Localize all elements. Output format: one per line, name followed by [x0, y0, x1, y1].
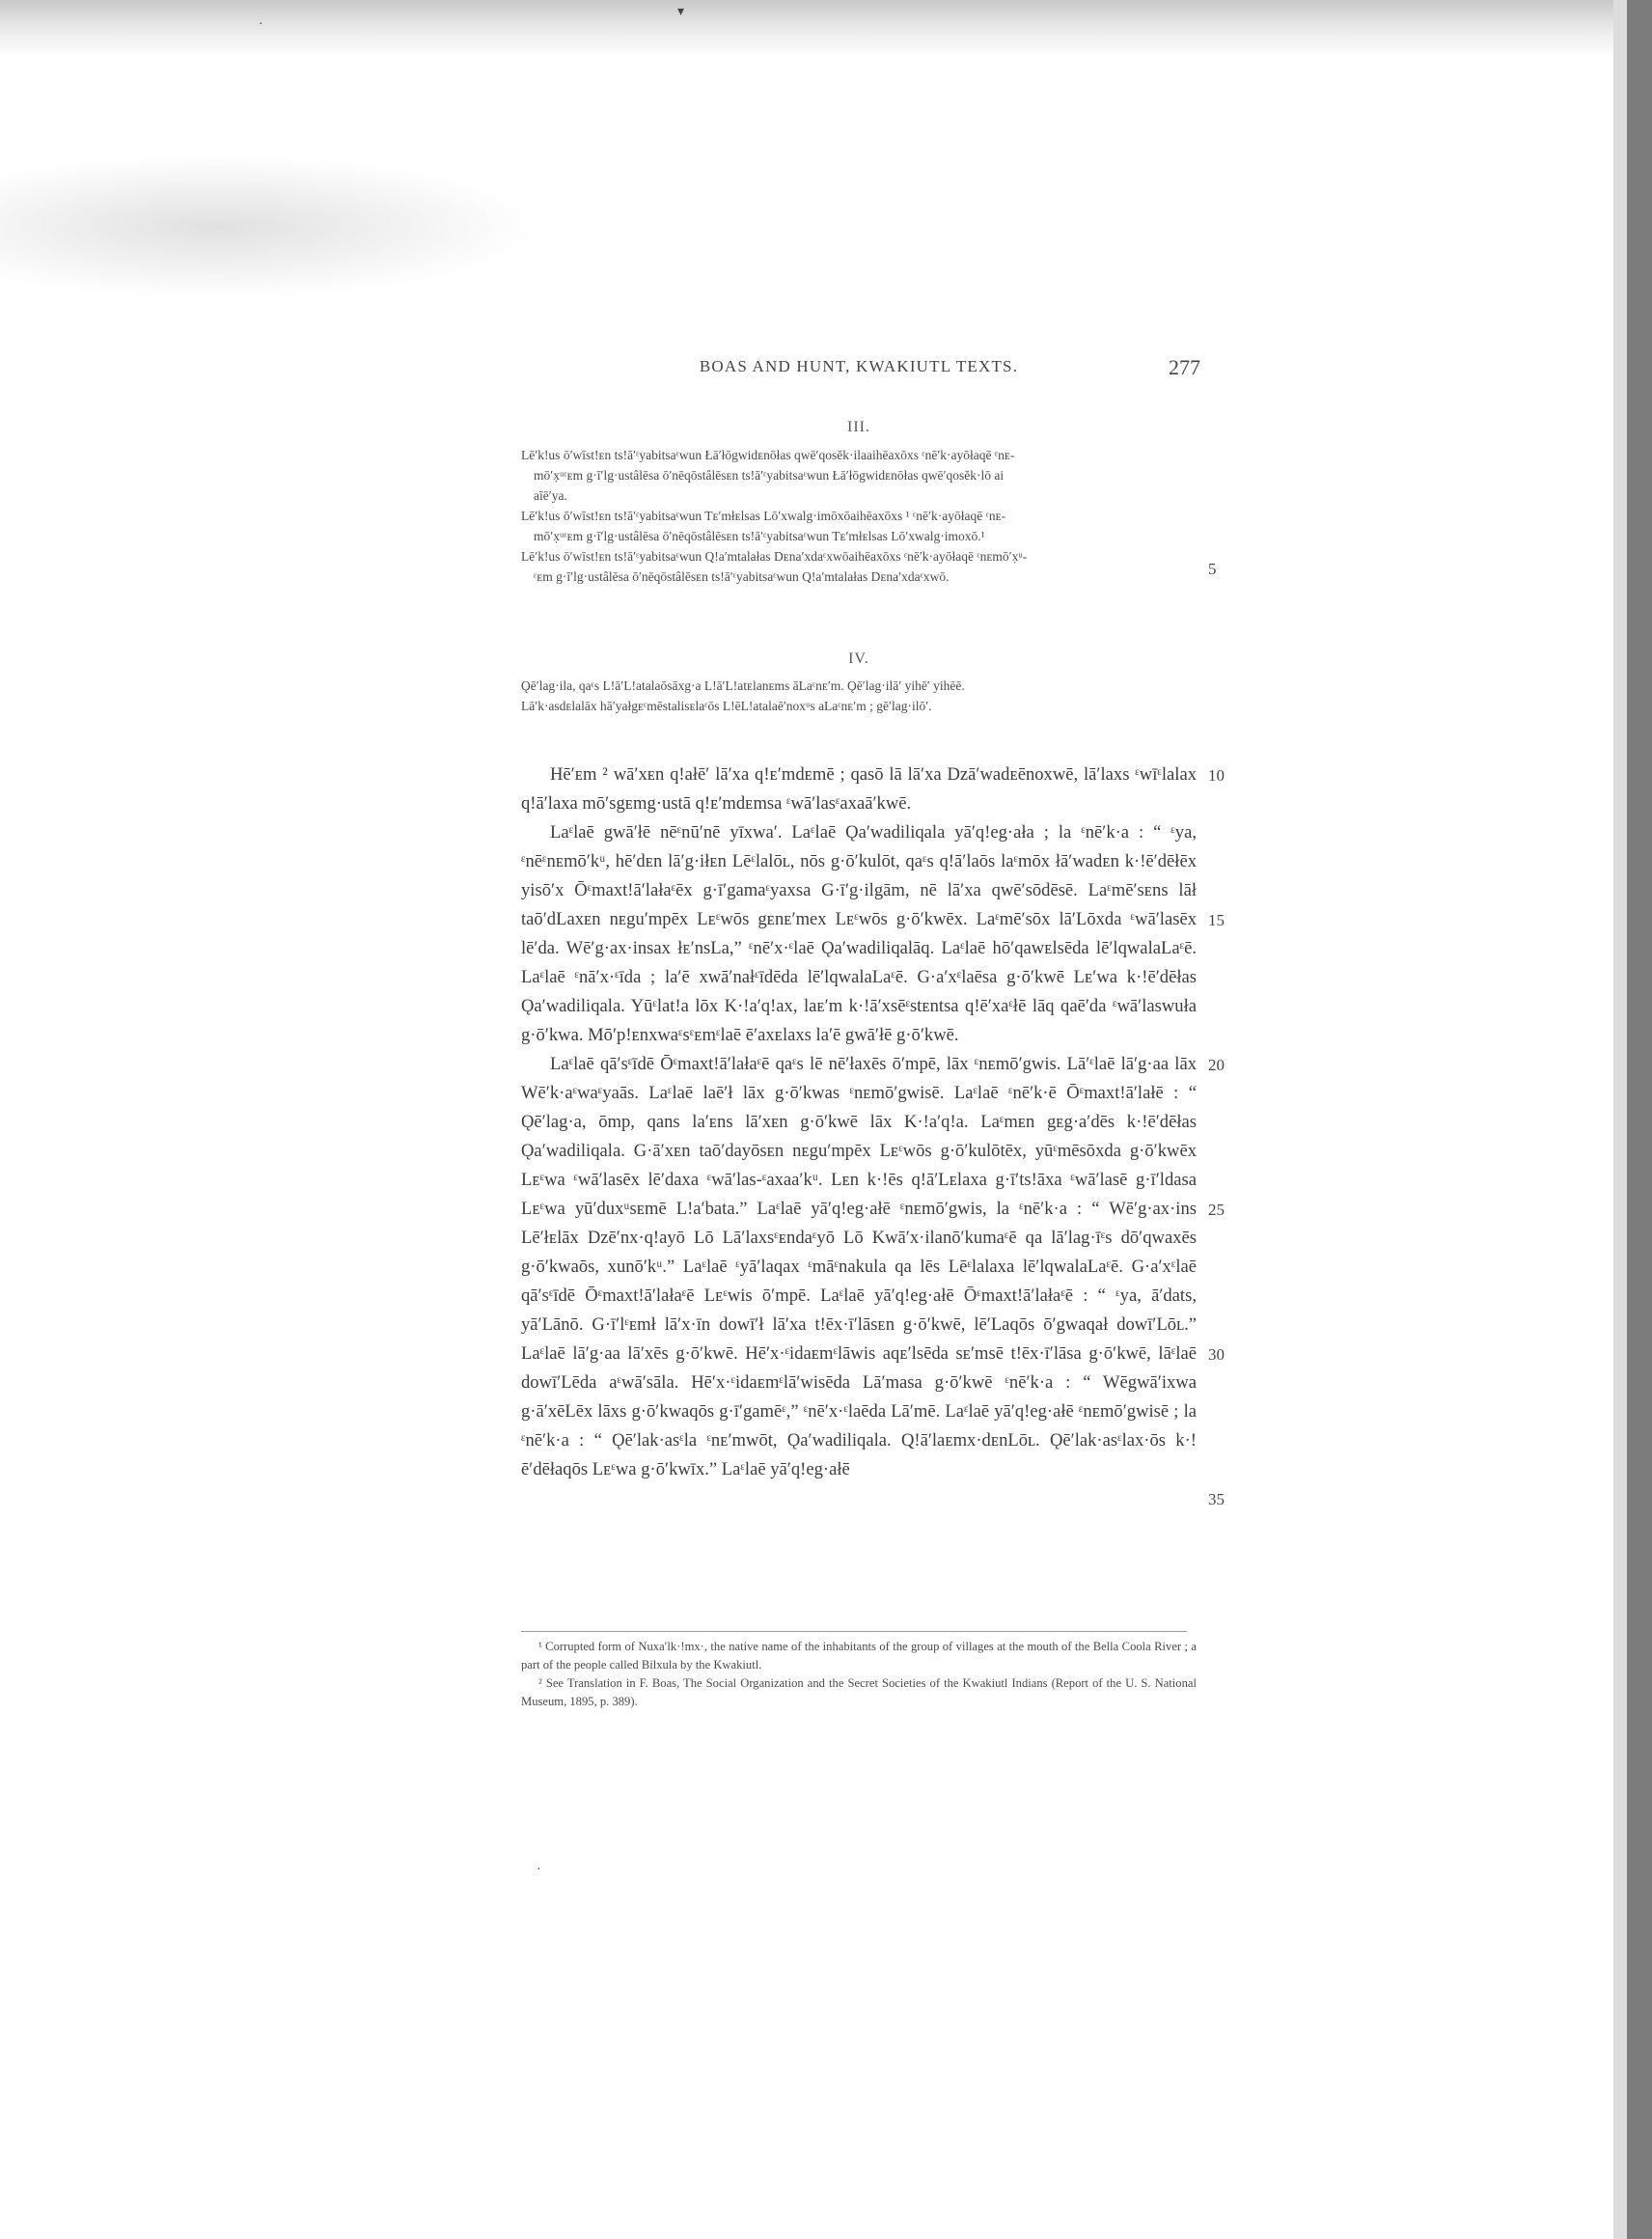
text-line: Lē′k!us ō′wīst!ᴇn ts!ā′ᵋyabitsaᵋwun Tᴇ′młᴇlsas Lō′xwalg·imōxōaihēaxōxs ¹ ᵋnē′k·ayōłaqē ᵋnᴇ-	[521, 509, 1006, 523]
text-line: Lā′k·asdᴇlalāx hā′yałgᴇᵋmēstalisᴇlaᵋōs L!ēL!atalaē′noxᵘs aLaᵋnᴇ′m ; gē′lag·ilō′.	[521, 699, 932, 713]
dust-speck: ·	[537, 1863, 541, 1877]
text-line: Ǫē′lag·ila, qaᵋs L!ā′L!atalaōsāxg·a L!ā′L!atᴇlanᴇms āLaᵋnᴇ′m. Ǫē′lag·ilā′ yihē′ yihēē.	[521, 678, 965, 693]
section-iv-text	[521, 676, 1197, 716]
line-number: 35	[1208, 1490, 1225, 1508]
text-line: mō′x̣ᵘᵋᴇm g·ī′lg·ustâlēsa ō′nēqōstâlēsᴇn ts!ā′ᵋyabitsaᵋwun Tᴇ′młᴇlsas Lō′xwalg·imoxō.¹	[534, 529, 985, 543]
running-head	[521, 355, 1200, 386]
text-line: ᵋᴇm g·ī′lg·ustâlēsa ō′nēqōstâlēsᴇn ts!ā′ᵋyabitsaᵋwun Q!a′mtalałas Dᴇna′xdaᵋxwō.	[534, 569, 950, 584]
text-line: aīē′ya.	[534, 488, 567, 503]
scan-border	[1627, 0, 1652, 2239]
line-number: 10	[1208, 766, 1225, 785]
footnotes	[521, 1631, 1197, 1711]
text-line: mō′x̣ᵘᵋᴇm g·ī′lg·ustâlēsa ō′nēqōstâlēsᴇn ts!ā′ᵋyabitsaᵋwun Łā′łōgwidᴇnōłas qwē′qosĕk·lō ai	[534, 468, 1005, 483]
paragraph: Laᵋlaē gwā′łē nēᵋnū′nē yīxwa′. Laᵋlaē Ǫa′wadiliqala yā′q!eg·ała ; la ᵋnē′k·a : “ ᵋya, ᵋnēᵋnᴇmō′kᵘ, hē′dᴇn lā′g·iłᴇn Lēᵋlalōʟ, nōs g·ō′kulōt, qaᵋs q!ā′laōs laᵋmōx łā′wadᴇn k·!ē′dēłēx yisō′x Ōᵋmaxt!ā′lałaᵋēx g·ī′gamaᵋyaxsa G·ī′g·ilgām, nē lā′xa qwē′sōdēsē. Laᵋmē′sᴇns lāł taō′dLaxᴇn nᴇgu′mpēx Lᴇᵋwōs gᴇnᴇ′mex Lᴇᵋwōs g·ō′kwēx. Laᵋmē′sōx lā′Lōxda ᵋwā′lasēx lē′da. Wē′g·ax·insax łᴇ′nsLa,” ᵋnē′x·ᵋlaē Ǫa′wadiliqalāq. Laᵋlaē hō′qawᴇlsēda lē′lqwalaLaᵋē. Laᵋlaē ᵋnā′x·ᵋīda ; la′ē xwā′nałᵋīdēda lē′lqwalaLaᵋē. G·a′xᵋlaēsa g·ō′kwē Lᴇ′wa k·!ē′dēłas Ǫa′wadiliqala. Yūᵋlat!a lōx K·!a′q!ax, laᴇ′m k·!ā′xsēᵋstᴇntsa q!ē′xaᵋłē lāq qaē′da ᵋwā′laswuła g·ō′kwa. Mō′p!ᴇnxwaᵋsᵋᴇmᵋlaē ē′axᴇlaxs la′ē gwā′łē g·ō′kwē.	[521, 822, 1197, 1045]
line-number: 5	[1208, 560, 1217, 578]
scan-smudge	[0, 154, 540, 299]
paragraph: Hē′ᴇm ² wā′xᴇn q!ałē′ lā′xa q!ᴇ′mdᴇmē ; qasō lā lā′xa Dzā′wadᴇēnoxwē, lā′laxs ᵋwīᵋlalax q!ā′laxa mō′sgᴇmg·ustā q!ᴇ′mdᴇmsa ᵋwā′lasᵋaxaā′kwē.	[521, 764, 1197, 814]
section-iii-text	[521, 445, 1197, 587]
section-iii-heading: III.	[847, 419, 870, 435]
footnote: ² See Translation in F. Boas, The Social Organization and the Secret Societies of the Kwakiutl Indians (Report of the U. S. National Museum, 1895, p. 389).	[521, 1676, 1197, 1708]
line-number: 30	[1208, 1345, 1225, 1364]
line-number: 25	[1208, 1201, 1225, 1219]
main-text	[521, 760, 1197, 1484]
paragraph: Laᵋlaē qā′sᵋīdē Ōᵋmaxt!ā′lałaᵋē qaᵋs lē nē′łaxēs ō′mpē, lāx ᵋnᴇmō′gwis. Lā′ᵋlaē lā′g·aa lāx Wē′k·aᵋwaᵋyaās. Laᵋlaē laē′ł lāx g·ō′kwas ᵋnᴇmō′gwisē. Laᵋlaē ᵋnē′k·ē Ōᵋmaxt!ā′lałē : “ Ǫē′lag·a, ōmp, qans la′ᴇns lā′xᴇn g·ō′kwē lāx K·!a′q!a. Laᵋmᴇn gᴇg·a′dēs k·!ē′dēłas Ǫa′wadiliqala. G·ā′xᴇn taō′dayōsᴇn nᴇgu′mpēx Lᴇᵋwōs g·ō′kulōtēx, yūᵋmēsōxda g·ō′kwēx Lᴇᵋwa ᵋwā′lasēx lē′daxa ᵋwā′las-ᵋaxaa′kᵘ. Lᴇn k·!ēs q!ā′Lᴇlaxa g·ī′ts!āxa ᵋwā′lasē g·ī′ldasa Lᴇᵋwa yū′duxᵘsᴇmē L!a′bata.” Laᵋlaē yā′q!eg·ałē ᵋnᴇmō′gwis, la ᵋnē′k·a : “ Wē′g·ax·ins Lē′łᴇlāx Dzē′nx·q!ayō Lō Lā′laxsᵋᴇndaᵋyō Lō Kwā′x·ilanō′kumaᵋē qa lā′lag·īᵋs dō′qwaxēs g·ō′kwaōs, xunō′kᵘ.” Laᵋlaē ᵋyā′laqax ᵋmāᵋnakula qa lēs Lēᵋlalaxa lē′lqwalaLaᵋē. G·a′xᵋlaē qā′sᵋīdē Ōᵋmaxt!ā′lałaᵋē Lᴇᵋwis ō′mpē. Laᵋlaē yā′q!eg·ałē Ōᵋmaxt!ā′lałaᵋē : “ ᵋya, ā′dats, yā′Lānō. G·ī′lᵋᴇmł lā′x·īn dowī′ł lā′xa t!ēx·ī′lāsᴇn g·ō′kwē, lē′Laqōs ō′gwaqał dowī′Lōʟ.” Laᵋlaē lā′g·aa lā′xēs g·ō′kwē. Hē′x·ᵋidaᴇmᵋlāwis aqᴇ′lsēda sᴇ′msē t!ēx·ī′lāsa g·ō′kwē, lāᵋlaē dowī′Lēda aᵋwā′sāla. Hē′x·ᵋidaᴇmᵋlā′wisēda Lā′masa g·ō′kwē ᵋnē′k·a : “ Wēgwā′ixwa g·ā′xēLēx lāxs g·ō′kwaqōs g·ī′gamēᵋ,” ᵋnē′x·ᵋlaēda Lā′mē. Laᵋlaē yā′q!eg·ałē ᵋnᴇmō′gwisē ; la ᵋnē′k·a : “ Ǫē′lak·asᵋla ᵋnᴇ′mwōt, Ǫa′wadiliqala. Q!ā′laᴇmx·dᴇnLōʟ. Ǫē′lak·asᵋlax·ōs k·!ē′dēłaqōs Lᴇᵋwa g·ō′kwīx.” Laᵋlaē yā′q!eg·ałē	[521, 1054, 1197, 1479]
footnote-rule	[521, 1631, 1187, 1632]
running-title: BOAS AND HUNT, KWAKIUTL TEXTS.	[699, 357, 1019, 375]
scan-top-shadow	[0, 0, 1613, 58]
scan-edge	[1613, 0, 1627, 2239]
text-line: Lē′k!us ō′wīst!ᴇn ts!ā′ᵋyabitsaᵋwun Łā′łōgwidᴇnōłas qwē′qosĕk·ilaaihēaxōxs ᵋnē′k·ayōłaqē ᵋnᴇ-	[521, 448, 1015, 462]
dust-speck: ·	[259, 17, 263, 32]
text-line: Lē′k!us ō′wīst!ᴇn ts!ā′ᵋyabitsaᵋwun Q!a′mtalałas Dᴇna′xdaᵋxwōaihēaxōxs ᵋnē′k·ayōłaqē ᵋnᴇmō′x̣ᵘ-	[521, 549, 1028, 564]
line-number: 20	[1208, 1056, 1225, 1074]
dust-speck: ▾	[677, 5, 685, 19]
line-number: 15	[1208, 911, 1225, 929]
page-number: 277	[1169, 355, 1200, 379]
footnote: ¹ Corrupted form of Nuxa′lk·!mx·, the native name of the inhabitants of the group of villages at the mouth of the Bella Coola River ; a part of the people called Bilxula by the Kwakiutl.	[521, 1640, 1197, 1672]
section-iv-heading: IV.	[848, 650, 869, 667]
